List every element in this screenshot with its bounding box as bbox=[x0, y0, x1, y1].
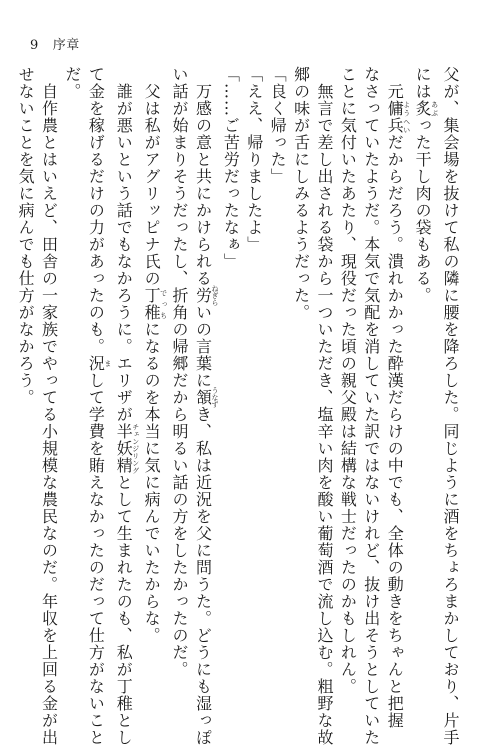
ruby-word: 頷うなず bbox=[193, 387, 219, 408]
text-line-15: て金を稼げるだけの力があったのも。況まして学費を賄えなかったのだって仕方がないこと bbox=[86, 66, 112, 746]
text-line-18: せないことを気に病んでも仕方がなかろう。 bbox=[16, 66, 36, 406]
text-line-2: には炙あぶった干し肉の袋もある。 bbox=[413, 66, 439, 304]
ruby-word: 況ま bbox=[86, 355, 112, 372]
text-line-1: 父が、集会場を抜けて私の隣に腰を降ろした。同じように酒をちょろまかしており、片手 bbox=[441, 66, 460, 746]
ruby-word: 傭兵ようへい bbox=[385, 100, 411, 134]
text-line-5: ことに気付いたあたり、現役だった頃の親父殿は結構な戦士だったのかもしれん。 bbox=[338, 66, 358, 695]
text-line-11: 万感の意と共にかけられる労ねぎらいの言葉に頷うなずき、私は近況を父に問うた。どうにも湿っぽ bbox=[193, 83, 219, 746]
page-number: 9 bbox=[30, 38, 39, 53]
text-line-17: 自作農とはいえど、田舎の一家族でやってる小規模な農民なのだ。年収を上回る金が出 bbox=[39, 83, 59, 746]
chapter-title: 序章 bbox=[52, 38, 80, 53]
text-line-13: 父は私がアグリッピナ氏の丁稚でっちになるのを本当に気に病んでいたからな。 bbox=[142, 83, 168, 644]
text-line-12: い話が始まりそうだったし、折角の帰郷だから明るい話の方をしたかったのだ。 bbox=[170, 66, 190, 678]
running-header bbox=[30, 34, 80, 53]
text-line-4: なさっていたようだ。本気で気配を消していた訳ではないけれど、抜け出そうとしていた bbox=[361, 66, 381, 746]
text-line-7: 郷の味が舌にしみるようだった。 bbox=[291, 66, 311, 321]
ruby-word: 半妖精チェンジリング bbox=[114, 423, 140, 474]
ruby-word: 炙あぶ bbox=[413, 100, 439, 117]
text-line-10: 「……ご苦労だったなぁ」 bbox=[221, 66, 241, 270]
ruby-word: 丁稚でっち bbox=[142, 287, 168, 321]
text-line-14: 誰が悪いという話でもなかろうに。エリザが半妖精チェンジリングとして生まれたのも、私が丁稚とし bbox=[114, 83, 140, 746]
text-line-6: 無言で差し出される袋から一ついただき、塩辛い肉を酸い葡萄酒で流し込む。粗野な故 bbox=[314, 83, 334, 746]
vertical-text-body bbox=[16, 66, 462, 746]
text-line-3: 元傭兵ようへいだからだろう。潰れかかった酔漢だらけの中でも、全体の動きをちゃんと把握 bbox=[385, 83, 411, 729]
text-line-16: だ。 bbox=[62, 66, 82, 100]
text-line-8: 「良く帰った」 bbox=[268, 66, 288, 185]
ruby-word: 労ねぎら bbox=[193, 285, 219, 306]
text-line-9: 「ええ、帰りましたよ」 bbox=[244, 66, 264, 253]
